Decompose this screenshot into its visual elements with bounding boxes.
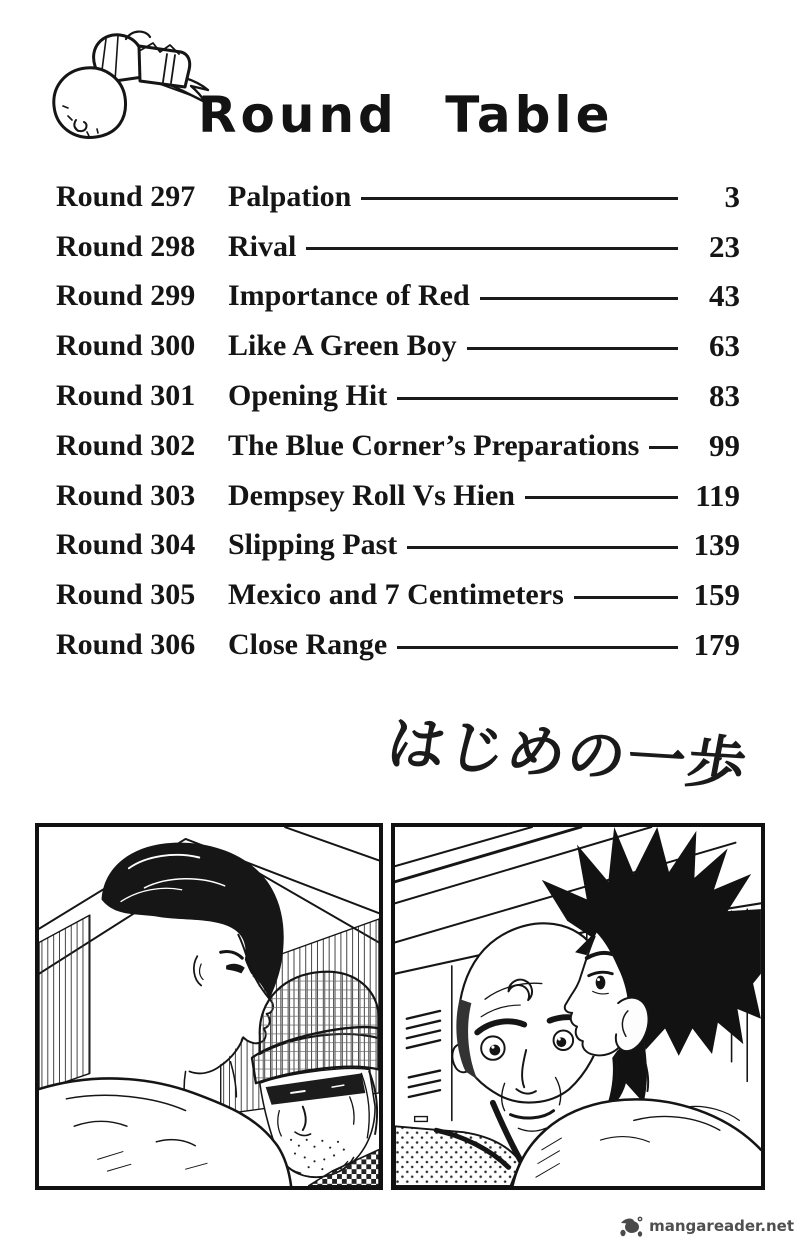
manga-panel-left bbox=[35, 823, 383, 1190]
toc-leader-line bbox=[525, 496, 678, 499]
toc-chapter-title: The Blue Corner’s Preparations bbox=[228, 428, 640, 462]
toc-page-number: 99 bbox=[709, 427, 740, 463]
toc-page-number: 83 bbox=[709, 378, 740, 414]
toc-chapter-title: Slipping Past bbox=[228, 528, 398, 562]
toc-round-label: Round 299 bbox=[56, 279, 196, 313]
toc-page-number: 179 bbox=[693, 627, 740, 663]
toc-round-label: Round 303 bbox=[56, 478, 196, 512]
toc-entry bbox=[56, 521, 740, 571]
toc-chapter-title: Opening Hit bbox=[228, 379, 388, 413]
toc-round-label: Round 302 bbox=[56, 428, 196, 462]
toc-entry bbox=[56, 570, 740, 620]
table-of-contents bbox=[56, 172, 740, 670]
boxing-gloves-icon bbox=[42, 24, 214, 144]
toc-page-number: 159 bbox=[693, 577, 740, 613]
toc-entry bbox=[56, 321, 740, 371]
toc-page-number: 139 bbox=[693, 527, 740, 563]
toc-leader-line bbox=[480, 297, 678, 300]
toc-leader-line bbox=[649, 446, 678, 449]
toc-chapter-title: Mexico and 7 Centimeters bbox=[228, 578, 564, 612]
toc-round-label: Round 300 bbox=[56, 329, 196, 363]
series-title-japanese: はじめの一歩 bbox=[381, 709, 754, 799]
toc-page-number: 3 bbox=[724, 178, 740, 214]
manga-panel-right bbox=[391, 823, 765, 1190]
toc-leader-line bbox=[467, 347, 678, 350]
watermark-text: mangareader.net bbox=[649, 1217, 794, 1235]
mangareader-logo-icon bbox=[619, 1214, 646, 1238]
toc-round-label: Round 301 bbox=[56, 379, 196, 413]
toc-chapter-title: Importance of Red bbox=[228, 279, 470, 313]
toc-round-label: Round 305 bbox=[56, 578, 196, 612]
toc-leader-line bbox=[361, 197, 678, 200]
page-title: Round Table bbox=[198, 86, 614, 144]
toc-page-number: 119 bbox=[695, 477, 740, 513]
toc-leader-line bbox=[397, 397, 678, 400]
toc-page-number: 23 bbox=[709, 228, 740, 264]
toc-leader-line bbox=[574, 596, 678, 599]
toc-chapter-title: Rival bbox=[228, 229, 297, 263]
toc-leader-line bbox=[407, 546, 678, 549]
toc-round-label: Round 304 bbox=[56, 528, 196, 562]
toc-leader-line bbox=[306, 247, 678, 250]
toc-entry bbox=[56, 272, 740, 322]
toc-chapter-title: Palpation bbox=[228, 179, 352, 213]
toc-entry bbox=[56, 620, 740, 670]
toc-chapter-title: Close Range bbox=[228, 628, 388, 662]
toc-round-label: Round 297 bbox=[56, 179, 196, 213]
toc-chapter-title: Dempsey Roll Vs Hien bbox=[228, 478, 515, 512]
watermark bbox=[619, 1214, 794, 1238]
toc-entry bbox=[56, 172, 740, 222]
toc-page-number: 43 bbox=[709, 278, 740, 314]
toc-page-number: 63 bbox=[709, 328, 740, 364]
toc-entry bbox=[56, 371, 740, 421]
toc-entry bbox=[56, 222, 740, 272]
toc-entry bbox=[56, 421, 740, 471]
toc-round-label: Round 306 bbox=[56, 628, 196, 662]
toc-round-label: Round 298 bbox=[56, 229, 196, 263]
toc-chapter-title: Like A Green Boy bbox=[228, 329, 457, 363]
toc-entry bbox=[56, 471, 740, 521]
toc-leader-line bbox=[397, 646, 678, 649]
